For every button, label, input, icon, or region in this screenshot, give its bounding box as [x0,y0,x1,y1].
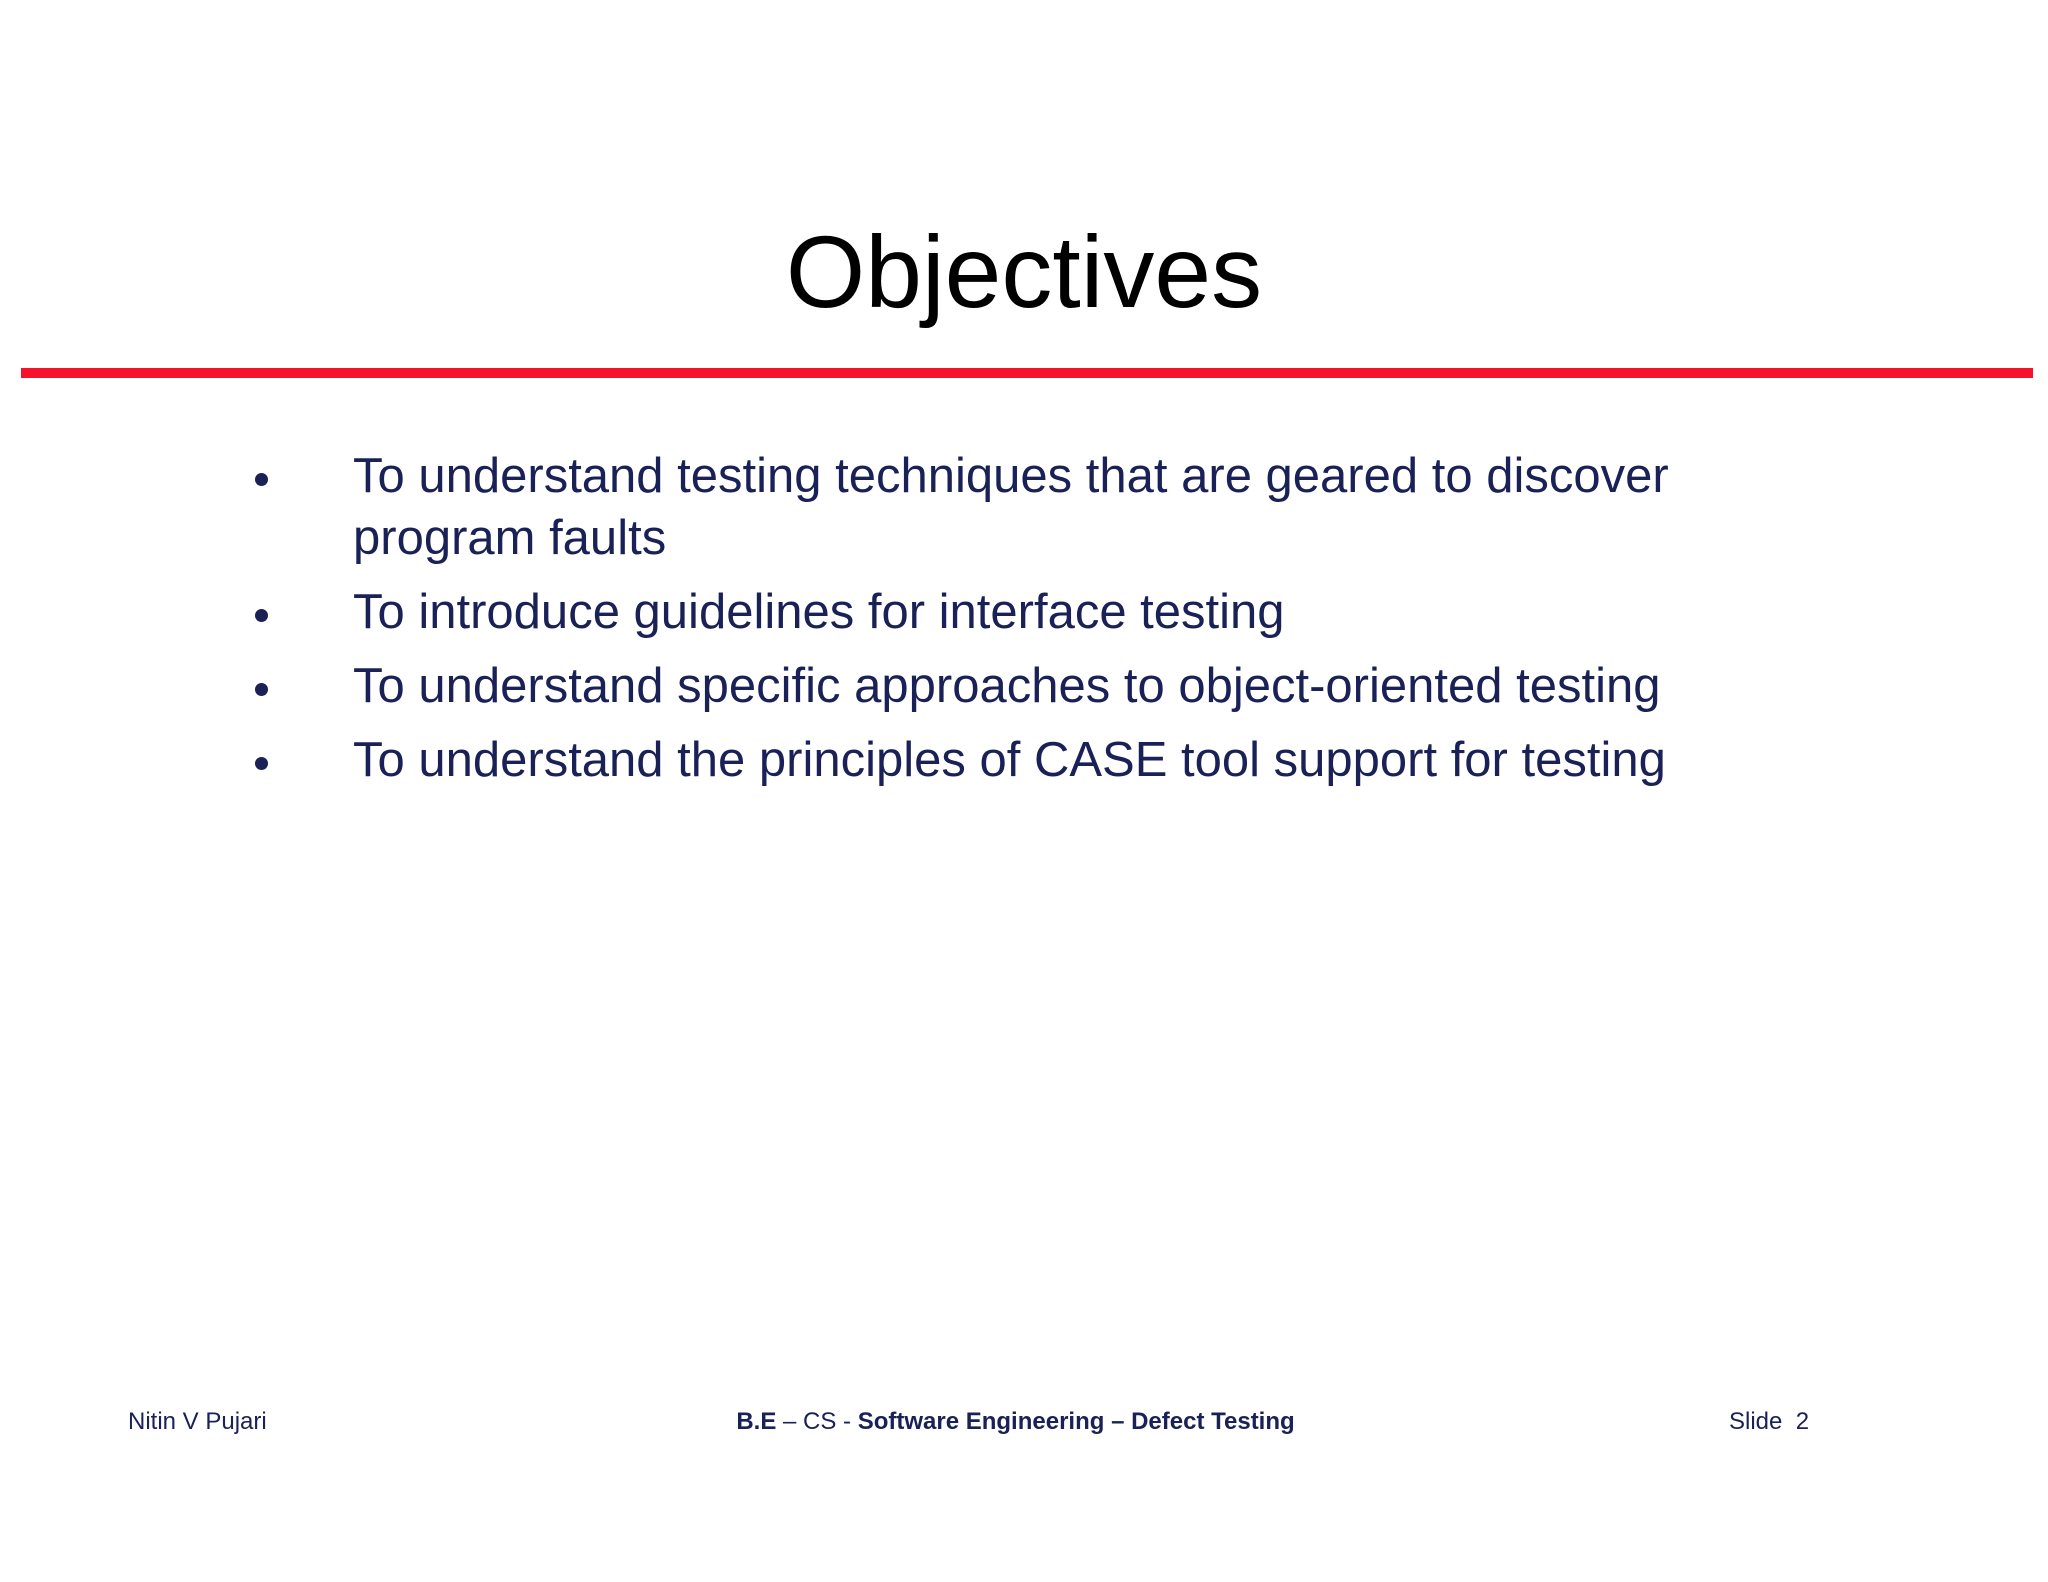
footer-course-degree: B.E [736,1408,777,1435]
list-item [250,729,1810,791]
footer-course-subject: Software Engineering – Defect Testing [857,1408,1295,1435]
title-divider [21,368,2033,378]
list-item [250,445,1810,569]
bullet-dot-icon [255,473,268,486]
list-item [250,581,1810,643]
objectives-list [250,445,1810,803]
bullet-text: To understand the principles of CASE tool support for testing [353,733,1666,787]
bullet-text: To understand testing techniques that are geared to discover program faults [353,449,1669,565]
footer-author: Nitin V Pujari [128,1408,267,1435]
footer-course-separator: – CS - [776,1408,858,1435]
bullet-text: To introduce guidelines for interface testing [353,585,1285,639]
bullet-dot-icon [255,757,268,770]
bullet-dot-icon [255,683,268,696]
bullet-dot-icon [255,609,268,622]
list-item [250,655,1810,717]
slide-number: Slide 2 [1729,1408,1810,1435]
bullet-text: To understand specific approaches to object-oriented testing [353,659,1661,713]
slide-title: Objectives [785,215,1263,329]
footer-course [0,1407,2031,1437]
